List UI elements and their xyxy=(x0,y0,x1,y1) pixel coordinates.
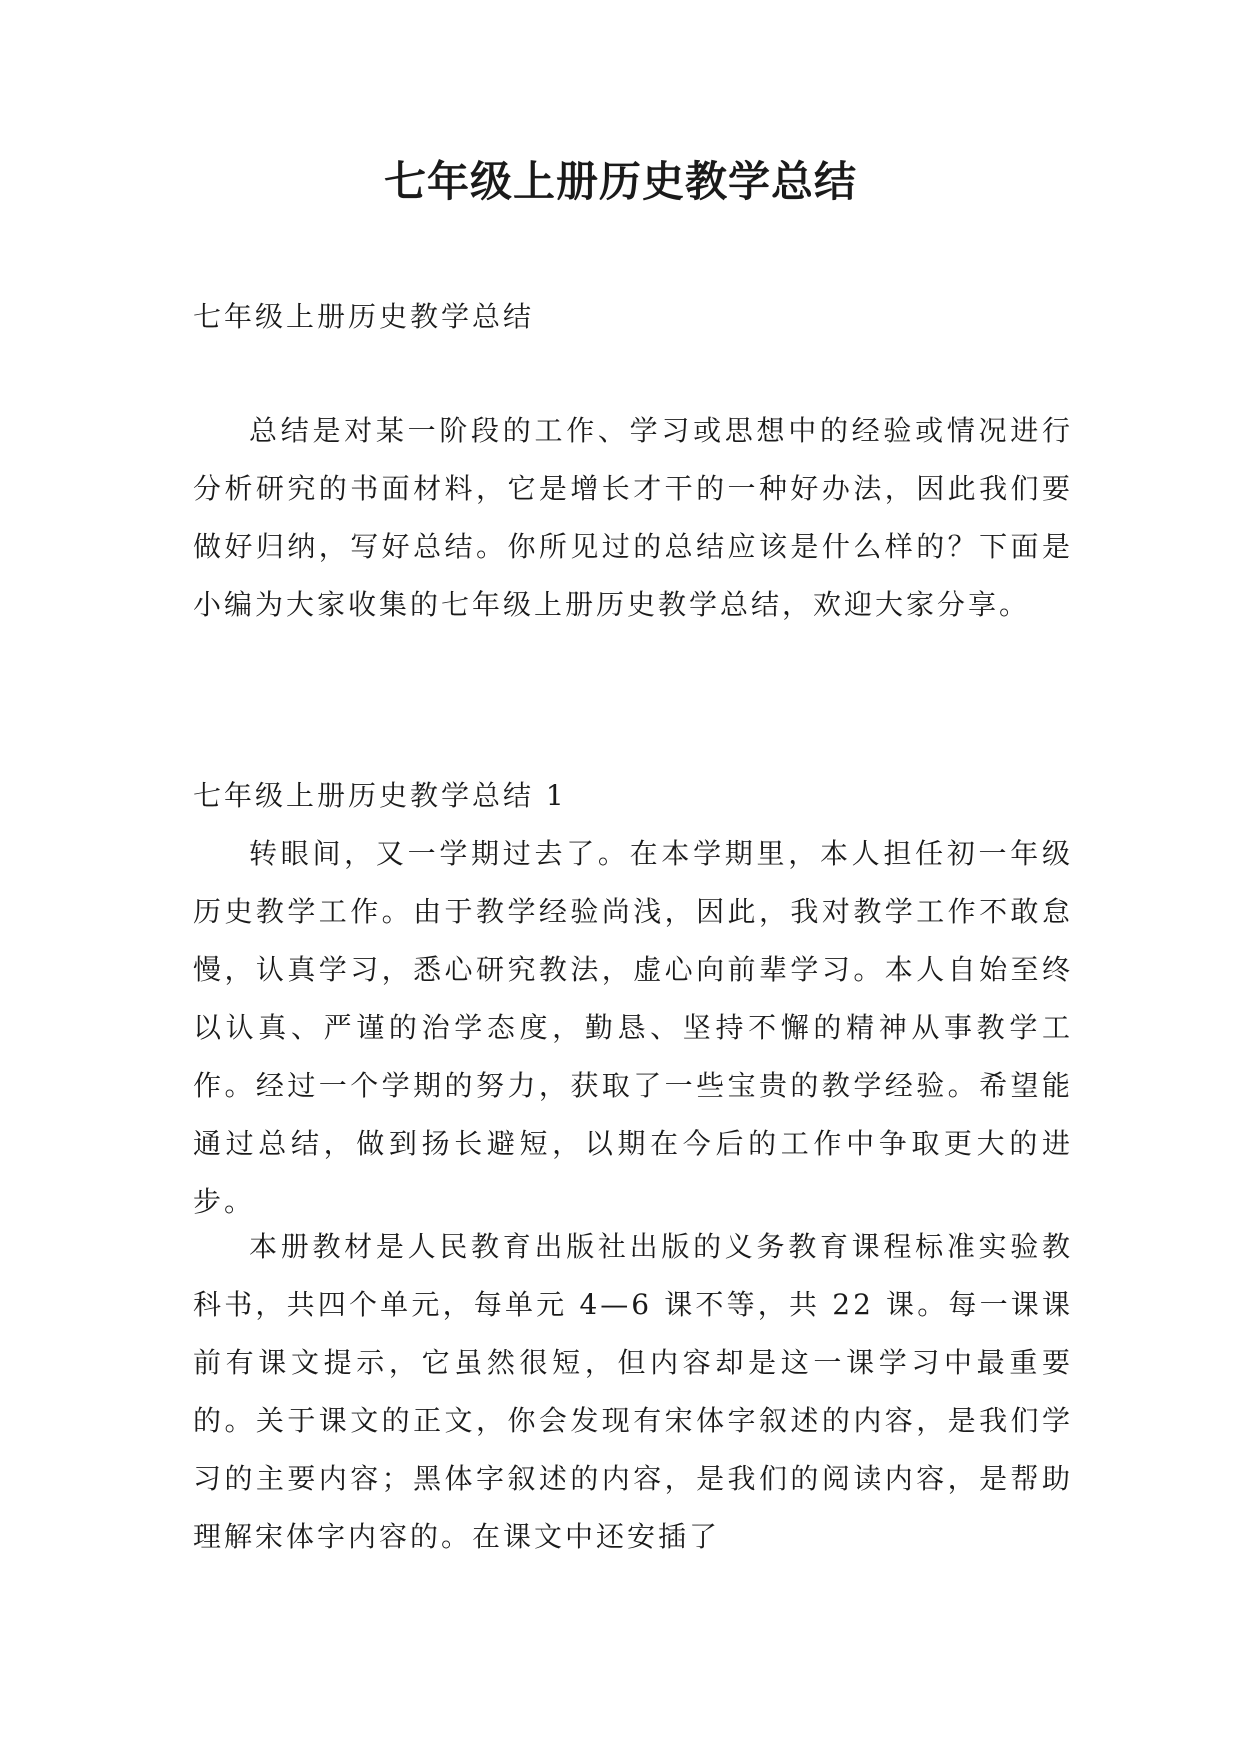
body-paragraph-2: 本册教材是人民教育出版社出版的义务教育课程标准实验教科书，共四个单元，每单元 4—6 课不等，共 22 课。每一课课前有课文提示，它虽然很短，但内容却是这一课学习中最重要的。关于课文的正文，你会发现有宋体字叙述的内容，是我们学习的主要内容；黑体字叙述的内容，是我们的阅读内容，是帮助理解宋体字内容的。在课文中还安插了 xyxy=(193,1230,1073,1553)
body-paragraph-1: 转眼间，又一学期过去了。在本学期里，本人担任初一年级历史教学工作。由于教学经验尚浅，因此，我对教学工作不敢怠慢，认真学习，悉心研究教法，虚心向前辈学习。本人自始至终以认真、严谨的治学态度，勤恳、坚持不懈的精神从事教学工作。经过一个学期的努力，获取了一些宝贵的教学经验。希望能通过总结，做到扬长避短，以期在今后的工作中争取更大的进步。 xyxy=(193,837,1073,1218)
section-heading: 七年级上册历史教学总结 1 xyxy=(193,779,567,812)
document-subtitle: 七年级上册历史教学总结 xyxy=(193,300,535,333)
document-title: 七年级上册历史教学总结 xyxy=(383,157,857,206)
intro-paragraph: 总结是对某一阶段的工作、学习或思想中的经验或情况进行分析研究的书面材料，它是增长才干的一种好办法，因此我们要做好归纳，写好总结。你所见过的总结应该是什么样的？下面是小编为大家收集的七年级上册历史教学总结，欢迎大家分享。 xyxy=(193,414,1073,621)
